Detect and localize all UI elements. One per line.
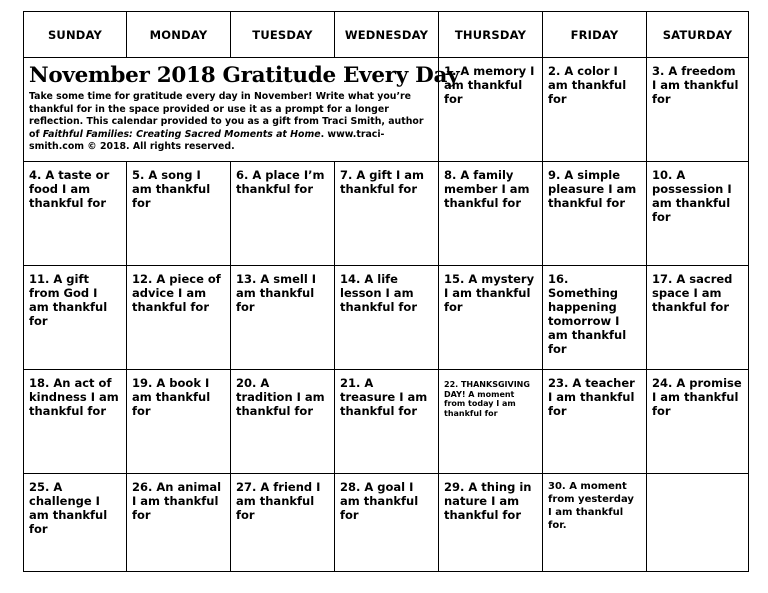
- day-cell-13[interactable]: 13. A smell I am thankful for: [236, 272, 317, 314]
- day-cell-4[interactable]: 4. A taste or food I am thankful for: [29, 168, 110, 210]
- page-title: November 2018 Gratitude Every Day: [29, 63, 460, 88]
- day-header-monday: MONDAY: [149, 28, 208, 42]
- day-header-friday: FRIDAY: [570, 28, 619, 42]
- day-cell-9[interactable]: 9. A simple pleasure I am thankful for: [548, 168, 637, 210]
- row-divider: [24, 369, 748, 370]
- intro-text-part: Take some time for gratitude every day in November! Write what you’re thankful for in the space provided or use it as a prompt for a longer reflection. This calendar provided to you as a gift from Traci Smith, author of: [29, 91, 424, 140]
- day-cell-20[interactable]: 20. A tradition I am thankful for: [236, 376, 325, 418]
- day-cell-23[interactable]: 23. A teacher I am thankful for: [548, 376, 635, 418]
- day-cell-10[interactable]: 10. A possession I am thankful for: [652, 168, 732, 224]
- row-divider: [24, 473, 748, 474]
- day-header-sunday: SUNDAY: [47, 28, 103, 42]
- day-cell-1[interactable]: 1. A memory I am thankful for: [444, 64, 535, 106]
- day-cell-28[interactable]: 28. A goal I am thankful for: [340, 480, 419, 522]
- day-cell-26[interactable]: 26. An animal I am thankful for: [132, 480, 222, 522]
- row-divider: [24, 265, 748, 266]
- day-cell-30[interactable]: 30. A moment from yesterday I am thankful for.: [548, 481, 634, 531]
- empty-day-cell: [647, 475, 748, 480]
- intro-text-part: . www.traci-smith.com © 2018. All rights reserved.: [29, 128, 385, 152]
- day-cell-19[interactable]: 19. A book I am thankful for: [132, 376, 211, 418]
- day-cell-8[interactable]: 8. A family member I am thankful for: [444, 168, 530, 210]
- day-header-tuesday: TUESDAY: [252, 28, 313, 42]
- day-cell-22[interactable]: 22. THANKSGIVING DAY! A moment from today I am thankful for: [444, 380, 530, 418]
- day-cell-17[interactable]: 17. A sacred space I am thankful for: [652, 272, 733, 314]
- day-cell-5[interactable]: 5. A song I am thankful for: [132, 168, 211, 210]
- day-cell-15[interactable]: 15. A mystery I am thankful for: [444, 272, 535, 314]
- day-cell-3[interactable]: 3. A freedom I am thankful for: [652, 64, 739, 106]
- day-header-saturday: SATURDAY: [662, 28, 733, 42]
- book-title: Faithful Families: Creating Sacred Moments at Home: [42, 128, 321, 140]
- intro-text: [29, 91, 431, 154]
- day-cell-6[interactable]: 6. A place I’m thankful for: [236, 168, 325, 196]
- calendar-grid: [23, 11, 749, 572]
- day-cell-24[interactable]: 24. A promise I am thankful for: [652, 376, 742, 418]
- day-cell-18[interactable]: 18. An act of kindness I am thankful for: [29, 376, 119, 418]
- day-cell-25[interactable]: 25. A challenge I am thankful for: [29, 480, 108, 536]
- title-block: [24, 59, 460, 162]
- day-cell-12[interactable]: 12. A piece of advice I am thankful for: [132, 272, 221, 314]
- day-cell-2[interactable]: 2. A color I am thankful for: [548, 64, 627, 106]
- day-cell-16[interactable]: 16. Something happening tomorrow I am thankful for: [548, 272, 627, 356]
- day-cell-29[interactable]: 29. A thing in nature I am thankful for: [444, 480, 532, 522]
- day-cell-21[interactable]: 21. A treasure I am thankful for: [340, 376, 428, 418]
- day-cell-14[interactable]: 14. A life lesson I am thankful for: [340, 272, 417, 314]
- day-cell-11[interactable]: 11. A gift from God I am thankful for: [29, 272, 108, 328]
- day-header-wednesday: WEDNESDAY: [344, 28, 429, 42]
- day-header-thursday: THURSDAY: [454, 28, 527, 42]
- day-cell-7[interactable]: 7. A gift I am thankful for: [340, 168, 424, 196]
- day-cell-27[interactable]: 27. A friend I am thankful for: [236, 480, 321, 522]
